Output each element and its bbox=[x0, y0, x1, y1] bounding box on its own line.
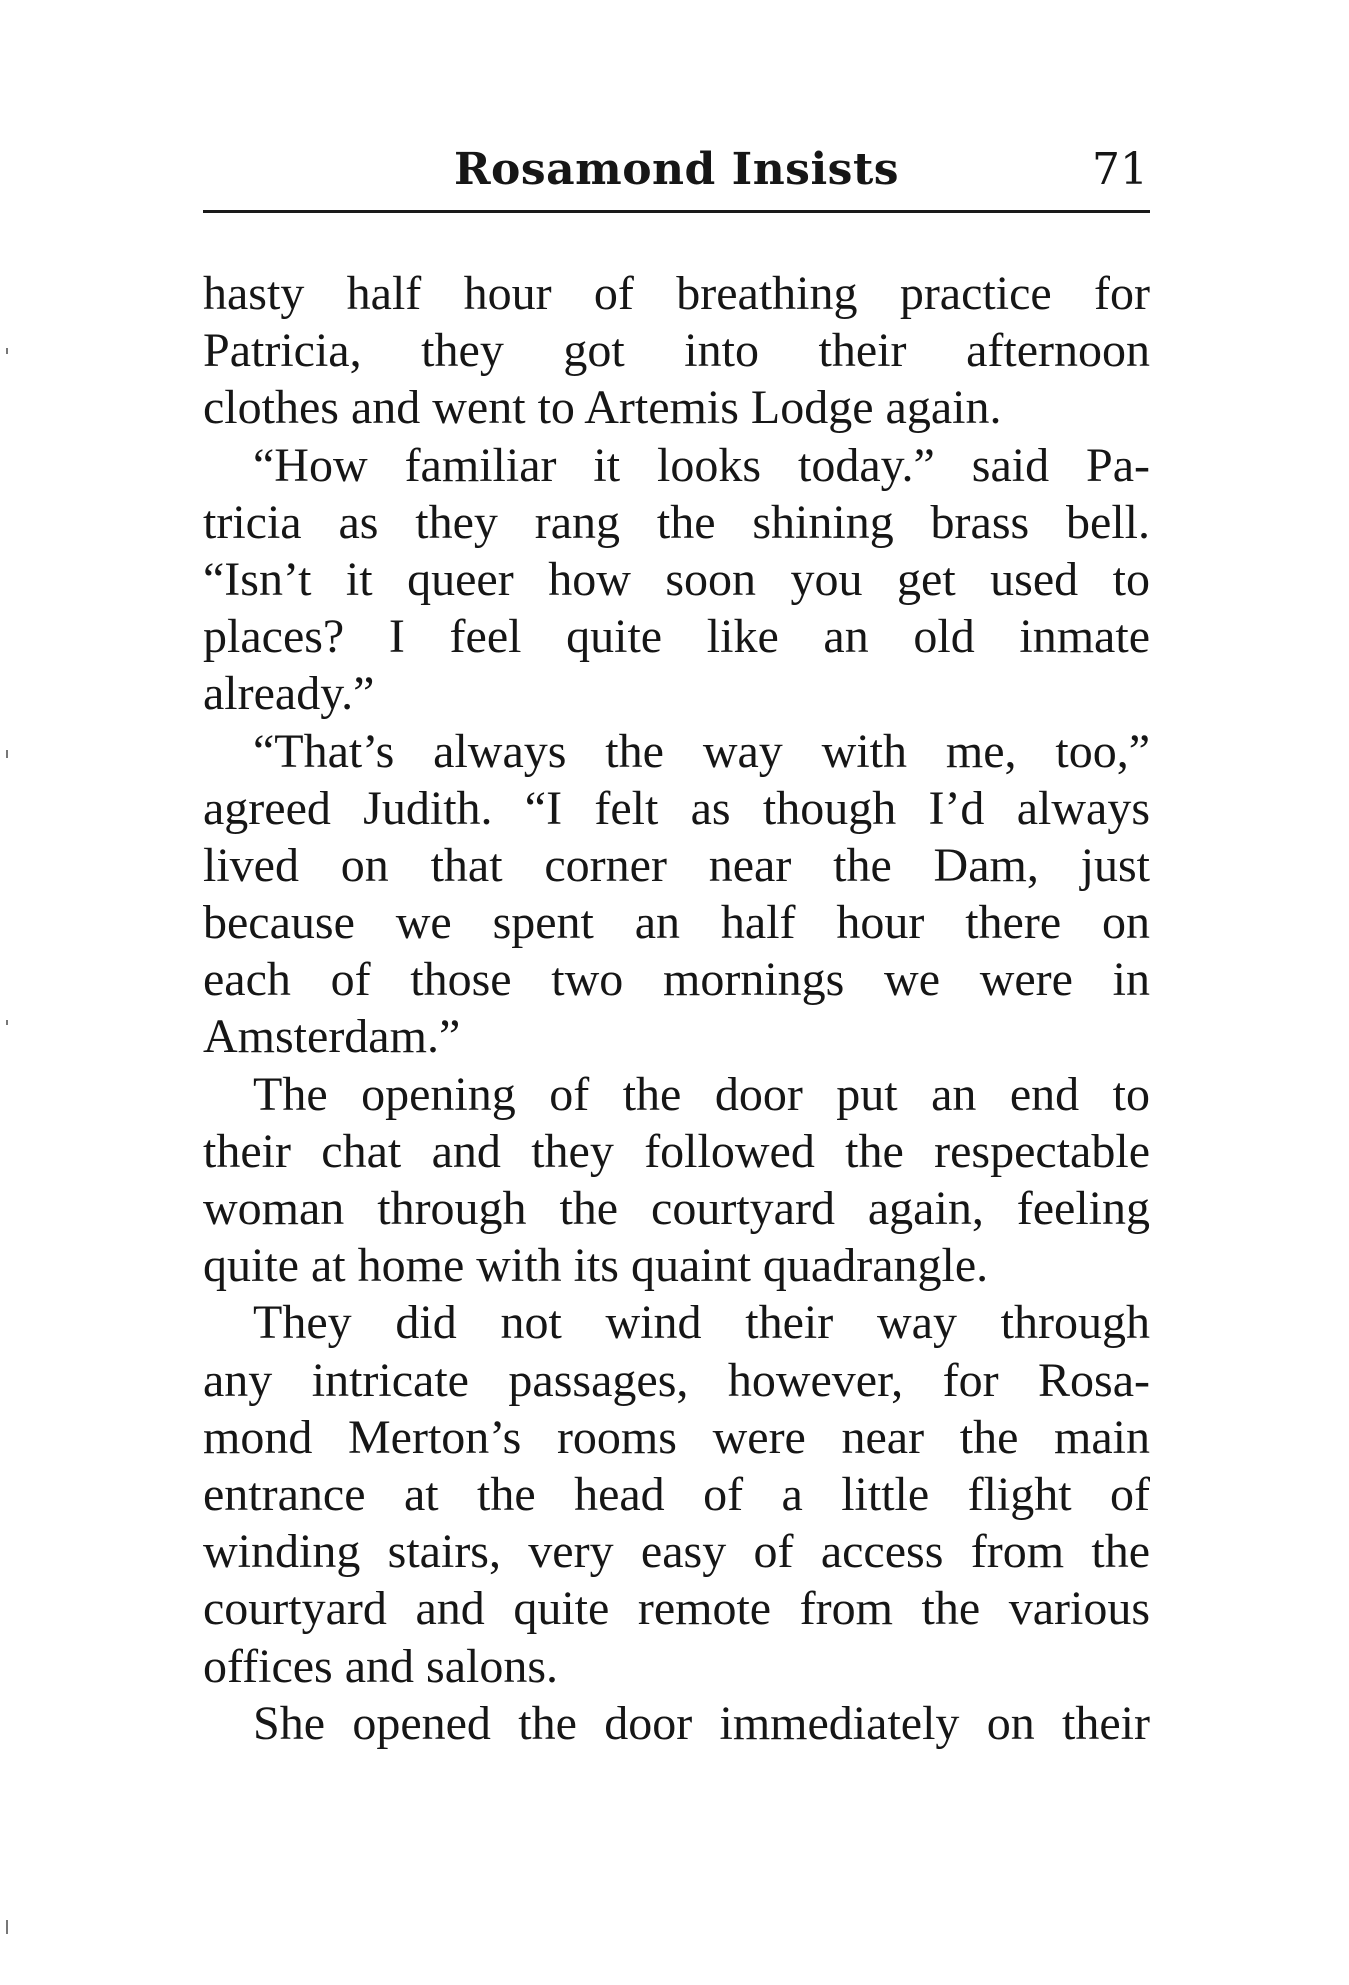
text-line: Amsterdam.” bbox=[203, 1010, 461, 1064]
page-header bbox=[203, 140, 1150, 210]
running-title: Rosamond Insists bbox=[453, 144, 900, 195]
text-line: offices and salons. bbox=[203, 1639, 559, 1693]
body-text bbox=[203, 265, 1150, 1752]
text-line: mond Merton’s rooms were near the main bbox=[203, 1410, 1150, 1464]
text-line: woman through the courtyard again, feeling bbox=[203, 1182, 1150, 1235]
text-line: tricia as they rang the shining brass bell. bbox=[203, 495, 1150, 549]
text-line: “How familiar it looks today.” said Pa- bbox=[253, 438, 1150, 492]
text-line: “Isn’t it queer how soon you get used to bbox=[203, 552, 1150, 606]
text-line: They did not wind their way through bbox=[253, 1296, 1150, 1350]
text-line: winding stairs, very easy of access from the bbox=[203, 1525, 1150, 1579]
text-line: entrance at the head of a little flight of bbox=[203, 1467, 1150, 1521]
text-line: quite at home with its quaint quadrangle. bbox=[203, 1239, 989, 1293]
header-rule bbox=[203, 210, 1150, 213]
text-line: places? I feel quite like an old inmate bbox=[203, 610, 1150, 664]
text-line: already.” bbox=[203, 667, 375, 721]
text-line: She opened the door immediately on their bbox=[253, 1696, 1150, 1750]
text-line: lived on that corner near the Dam, just bbox=[203, 838, 1150, 892]
text-line: “That’s always the way with me, too,” bbox=[253, 724, 1150, 778]
text-line: each of those two mornings we were in bbox=[203, 953, 1150, 1007]
text-line: any intricate passages, however, for Rosa- bbox=[203, 1353, 1150, 1407]
text-line: The opening of the door put an end to bbox=[253, 1067, 1150, 1121]
text-line: Patricia, they got into their afternoon bbox=[203, 324, 1150, 378]
page-number: 71 bbox=[1092, 144, 1148, 195]
text-line: agreed Judith. “I felt as though I’d always bbox=[203, 781, 1150, 835]
margin-specks bbox=[0, 0, 20, 1985]
text-line: clothes and went to Artemis Lodge again. bbox=[203, 381, 1002, 435]
text-line: hasty half hour of breathing practice for bbox=[203, 267, 1150, 320]
text-line: their chat and they followed the respectable bbox=[203, 1124, 1150, 1178]
text-line: because we spent an half hour there on bbox=[203, 896, 1150, 950]
text-line: courtyard and quite remote from the various bbox=[203, 1582, 1150, 1636]
